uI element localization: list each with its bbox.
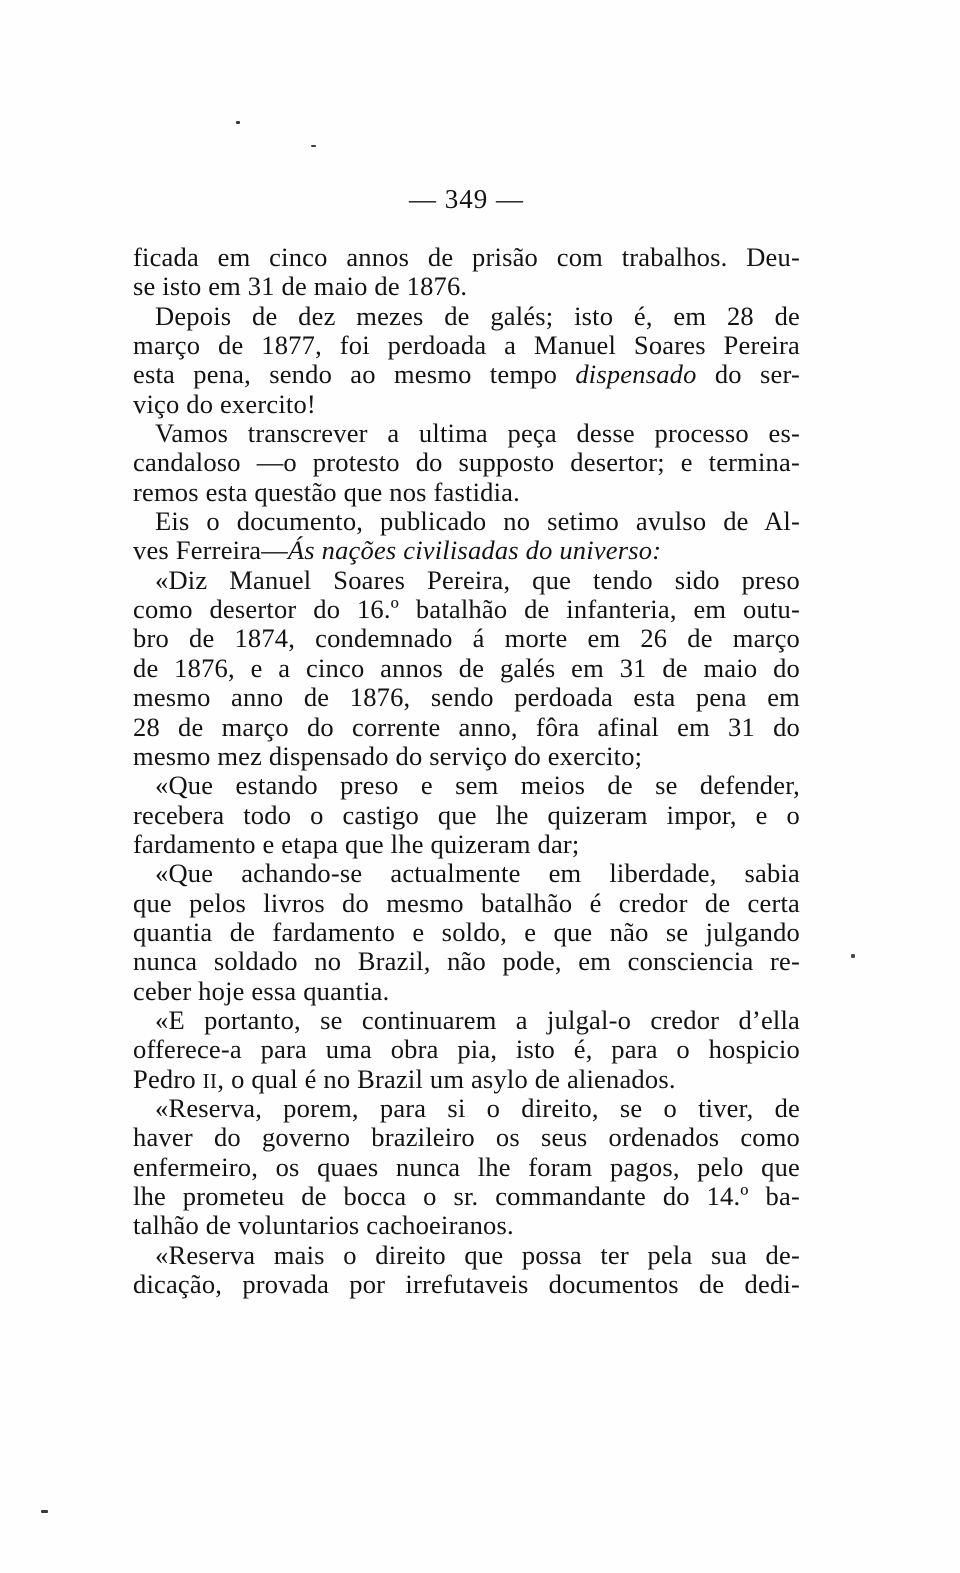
body-text: viço do exercito! (133, 388, 316, 419)
body-text: «E portanto, se continuarem a julgal-o credor d’ella (155, 1004, 800, 1035)
paragraph (133, 507, 800, 566)
body-text: mesmo mez dispensado do serviço do exercito; (133, 740, 643, 771)
body-text: dicação, provada por irrefutaveis documentos de dedi- (133, 1269, 800, 1300)
text-line (133, 654, 800, 683)
body-text: «Que estando preso e sem meios de se defender, (155, 770, 800, 801)
body-text: talhão de voluntarios cachoeiranos. (133, 1210, 514, 1241)
text-line (133, 595, 800, 624)
scan-speck (851, 954, 855, 958)
body-text: ves Ferreira— (133, 535, 288, 566)
body-text: nunca soldado no Brazil, não pode, em consciencia re- (133, 946, 800, 977)
text-line (133, 1065, 800, 1094)
text-line (133, 1123, 800, 1152)
text-line (133, 360, 800, 389)
body-text: ficada em cinco annos de prisão com trabalhos. Deu- (133, 242, 800, 272)
paragraph (133, 859, 800, 1006)
scan-speck (311, 145, 316, 147)
text-line (133, 1241, 800, 1270)
paragraph (133, 771, 800, 859)
text-line (133, 243, 800, 272)
text-line (133, 859, 800, 888)
text-line (133, 947, 800, 976)
body-text: 28 de março do corrente anno, fôra afinal em 31 do (133, 711, 800, 742)
paragraph (133, 1094, 800, 1241)
text-line (133, 771, 800, 800)
body-text: remos esta questão que nos fastidia. (133, 476, 520, 507)
body-text: recebera todo o castigo que lhe quizeram impor, e o (133, 799, 800, 830)
text-line (133, 918, 800, 947)
paragraph (133, 1006, 800, 1094)
text-line (133, 566, 800, 595)
body-text: , o qual é no Brazil um asylo de alienados. (217, 1063, 676, 1094)
paragraph (133, 302, 800, 419)
text-line (133, 624, 800, 653)
body-text: esta pena, sendo ao mesmo tempo (133, 359, 576, 390)
smallcaps-text: II (202, 1070, 218, 1093)
body-text: Depois de dez mezes de galés; isto é, em 28 de (155, 300, 800, 331)
body-text: se isto em 31 de maio de 1876. (133, 271, 468, 302)
text-line (133, 1211, 800, 1240)
text-line (133, 448, 800, 477)
text-line (133, 683, 800, 712)
body-text: fardamento e etapa que lhe quizeram dar; (133, 828, 580, 859)
text-line (133, 742, 800, 771)
body-text: mesmo anno de 1876, sendo perdoada esta pena em (133, 682, 800, 713)
text-line (133, 977, 800, 1006)
scan-speck (41, 1510, 48, 1513)
text-line (133, 390, 800, 419)
text-line (133, 713, 800, 742)
text-line (133, 889, 800, 918)
body-text: Vamos transcrever a ultima peça desse processo es- (155, 418, 800, 449)
paragraph (133, 419, 800, 507)
paragraph (133, 566, 800, 771)
text-line (133, 478, 800, 507)
body-text: «Que achando-se actualmente em liberdade, sabia (155, 858, 800, 889)
body-text: haver do governo brazileiro os seus ordenados como (133, 1122, 800, 1153)
text-line (133, 1270, 800, 1299)
body-text: que pelos livros do mesmo batalhão é credor de certa (133, 887, 800, 918)
text-line (133, 801, 800, 830)
text-line (133, 1006, 800, 1035)
text-line (133, 331, 800, 360)
text-line (133, 419, 800, 448)
body-text: offerece-a para uma obra pia, isto é, para o hospicio (133, 1034, 800, 1065)
body-text: bro de 1874, condemnado á morte em 26 de março (133, 623, 800, 654)
body-text: de 1876, e a cinco annos de galés em 31 de maio do (133, 652, 800, 683)
text-line (133, 1094, 800, 1123)
text-block (133, 243, 800, 1299)
body-text: como desertor do 16.º batalhão de infanteria, em outu- (133, 594, 800, 625)
paragraph (133, 1241, 800, 1300)
body-text: «Reserva mais o direito que possa ter pela sua de- (155, 1239, 800, 1270)
body-text: quantia de fardamento e soldo, e que não se julgando (133, 916, 800, 947)
text-line (133, 1153, 800, 1182)
body-text: ceber hoje essa quantia. (133, 975, 390, 1006)
body-text: enfermeiro, os quaes nunca lhe foram pagos, pelo que (133, 1151, 800, 1182)
text-line (133, 1035, 800, 1064)
body-text: Eis o documento, publicado no setimo avulso de Al- (155, 506, 800, 537)
body-text: «Reserva, porem, para si o direito, se o tiver, de (155, 1092, 800, 1123)
body-text: Pedro (133, 1063, 203, 1094)
scan-speck (236, 121, 240, 124)
italic-text: dispensado (575, 359, 697, 390)
paragraph (133, 243, 800, 302)
text-line (133, 1182, 800, 1211)
body-text: março de 1877, foi perdoada a Manuel Soares Pereira (133, 330, 800, 361)
text-line (133, 536, 800, 565)
text-line (133, 302, 800, 331)
text-line (133, 272, 800, 301)
text-line (133, 507, 800, 536)
text-line (133, 830, 800, 859)
body-text: candaloso —o protesto do supposto desertor; e termina- (133, 447, 800, 478)
italic-text: Ás nações civilisadas do universo: (287, 535, 662, 566)
body-text: do ser- (696, 359, 801, 390)
body-text: lhe prometeu de bocca o sr. commandante do 14.º ba- (133, 1181, 800, 1211)
body-text: «Diz Manuel Soares Pereira, que tendo sido preso (155, 564, 800, 595)
page-number: — 349 — (409, 184, 524, 214)
